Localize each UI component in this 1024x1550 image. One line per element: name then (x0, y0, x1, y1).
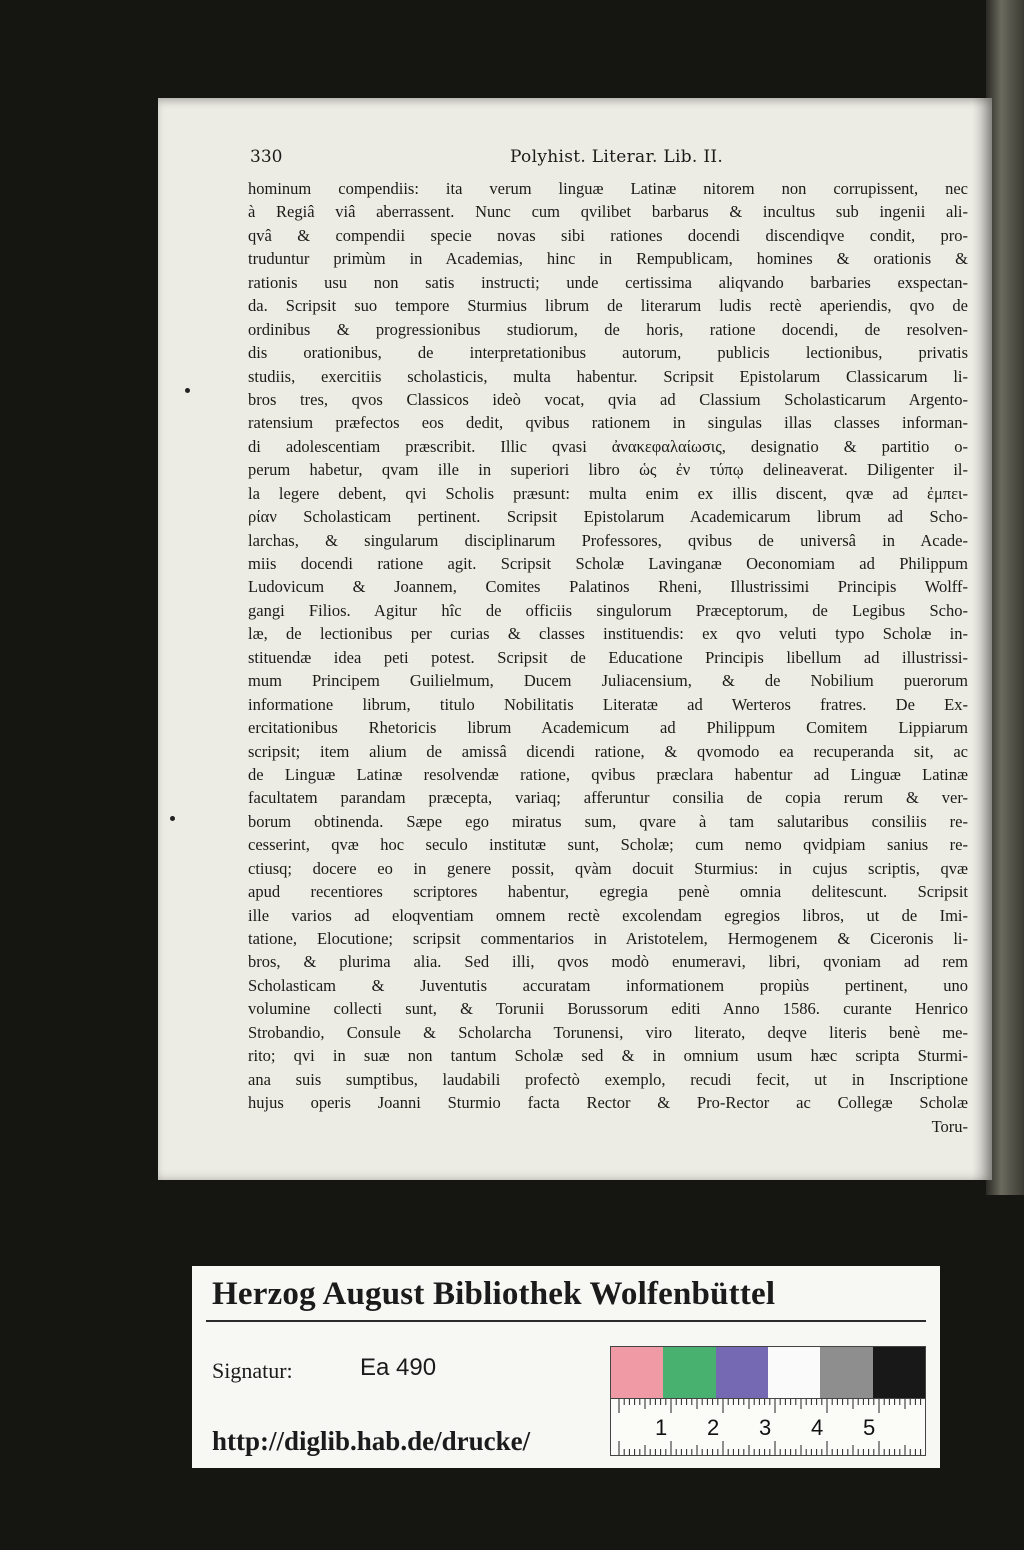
text-line: di adolescentiam præscribit. Illic qvasi ἀνακεφαλαίωσις, designatio & partitio o- (248, 436, 968, 456)
digital-library-url: http://diglib.hab.de/drucke/ (212, 1426, 531, 1456)
ruler-number: 2 (707, 1415, 720, 1440)
text-line: scripsit; item alium de amissâ dicendi ratione, & qvomodo ea recuperanda sit, ac (248, 741, 968, 761)
text-line: Toru- (931, 1116, 968, 1136)
running-head-title: Polyhist. Literar. Lib. II. (510, 147, 724, 167)
color-swatch (873, 1347, 925, 1399)
text-line: ratensium præfectos eos dedit, qvibus rationem in singulas illas classes informan- (248, 413, 968, 433)
text-line: dis orationibus, de interpretationibus autorum, publicis lectionibus, privatis (248, 343, 968, 363)
text-line: larchas, & singularum disciplinarum Professores, qvibus de universâ in Acade- (248, 530, 968, 550)
text-line: miis docendi ratione agit. Scripsit Scholæ Lavinganæ Oeconomiam ad Philippum (248, 554, 968, 573)
margin-dot (185, 388, 190, 393)
page-content (248, 143, 968, 1163)
ruler-number: 5 (863, 1415, 876, 1440)
text-line: volumine collecti sunt, & Torunii Borussorum editi Anno 1586. curante Henrico (248, 999, 968, 1019)
library-name: Herzog August Bibliothek Wolfenbüttel (212, 1276, 776, 1312)
text-line: la legere debent, qvi Scholis præsunt: multa enim ex illis discent, qvæ ad ἐμπει- (248, 483, 968, 503)
text-line: apud recentiores scriptores habentur, egregia penè omnia delitescunt. Scripsit (248, 882, 968, 902)
text-line: qvâ & compendii specie novas sibi rationes docendi discendiqve condit, pro- (248, 225, 968, 245)
text-line: da. Scripsit suo tempore Sturmius librum de literarum ludis rectè aperiendis, qvo de (248, 296, 968, 316)
color-swatch (768, 1347, 820, 1399)
text-line: rationis usu non satis instructi; unde certissima aliqvando barbaries exspectan- (248, 272, 968, 292)
text-line: ille varios ad eloqventiam omnem rectè excolendam egregios libros, ut de Imi- (248, 905, 968, 925)
text-line: informatione librum, titulo Nobilitatis Literatæ ad Werteros fratres. De Ex- (248, 694, 968, 714)
text-line: ctiusq; docere eo in genere possit, qvàm docuit Sturmius: in cujus scriptis, qvæ (248, 858, 968, 878)
text-line: facultatem parandam præcepta, variaq; afferuntur consilia de copia rerum & ver- (248, 788, 968, 808)
color-swatch (611, 1347, 663, 1399)
running-head (248, 143, 968, 173)
color-swatch (820, 1347, 872, 1399)
measurement-ruler (610, 1398, 926, 1456)
text-line: stituendæ idea peti potest. Scripsit de Educatione Principis libellum ad illustrissi- (248, 647, 968, 667)
color-calibration-chart (610, 1346, 926, 1400)
text-line: ordinibus & progressionibus studiorum, de horis, ratione docendi, de resolven- (248, 319, 968, 339)
text-line: læ, de lectionibus per curias & classes instituendis: ex qvo veluti typo Scholæ in- (248, 624, 968, 644)
text-line: bros, & plurima alia. Sed illi, qvos modò enumeravi, libri, qvoniam ad rem (248, 952, 968, 972)
text-line: cesserint, qvæ hoc seculo institutæ sunt, Scholæ; cum nemo qvidpiam sanius re- (248, 835, 968, 855)
text-line: ana suis sumptibus, laudabili profectò exemplo, recudi fecit, ut in Inscriptione (248, 1069, 968, 1089)
text-line: à Regiâ viâ aberrassent. Nunc cum qvilibet barbarus & incultus sub ingenii ali- (248, 202, 968, 222)
library-card (192, 1266, 940, 1468)
color-swatch (716, 1347, 768, 1399)
text-line: hominum compendiis: ita verum linguæ Latinæ nitorem non corrupissent, nec (248, 179, 968, 198)
body-text (248, 177, 968, 1138)
text-line: Ludovicum & Joannem, Comites Palatinos Rheni, Illustrissimi Principis Wolff- (248, 577, 968, 597)
text-line: borum obtinenda. Sæpe ego miratus sum, qvare à tam salutaribus consiliis re- (248, 811, 968, 831)
text-line: hujus operis Joanni Sturmio facta Rector & Pro-Rector ac Collegæ Scholæ (248, 1093, 968, 1113)
text-line: ρίαν Scholasticam pertinent. Scripsit Epistolarum Academicarum librum ad Scho- (248, 507, 968, 527)
ruler-number: 3 (759, 1415, 772, 1440)
signatur-value: Ea 490 (360, 1354, 437, 1381)
text-line: gangi Filios. Agitur hîc de officiis singulorum Præceptorum, de Legibus Scho- (248, 600, 968, 620)
text-line: bros tres, qvos Classicos ideò vocat, qvia ad Classium Scholasticarum Argento- (248, 389, 968, 409)
text-line: perum habetur, qvam ille in superiori libro ὡς ἐν τύπῳ delineaverat. Diligenter il- (248, 460, 968, 480)
color-swatch (663, 1347, 715, 1399)
text-line: Strobandio, Consule & Scholarcha Torunensi, viro literato, deqve literis benè me- (248, 1022, 968, 1042)
text-line: ercitationibus Rhetoricis librum Academicum ad Philippum Comitem Lippiarum (248, 718, 968, 738)
ruler-number: 1 (655, 1415, 668, 1440)
signatur-label: Signatur: (212, 1358, 293, 1383)
page-fold-shadow (972, 98, 992, 1180)
card-divider (206, 1320, 926, 1322)
ruler-number: 4 (811, 1415, 824, 1440)
text-line: mum Principem Guilielmum, Ducem Juliacensium, & de Nobilium puerorum (248, 671, 968, 691)
text-line: de Linguæ Latinæ resolvendæ ratione, qvibus præclara habentur ad Linguæ Latinæ (248, 764, 968, 784)
text-line: truduntur primùm in Academias, hinc in Rempublicam, homines & orationis & (248, 249, 968, 269)
margin-dot (170, 816, 175, 821)
text-line: studiis, exercitiis scholasticis, multa habentur. Scripsit Epistolarum Classicarum li- (248, 366, 968, 386)
text-line: Scholasticam & Juventutis accuratam informationem propiùs pertinent, uno (248, 975, 968, 995)
page-number: 330 (250, 147, 283, 167)
book-page (158, 98, 992, 1180)
text-line: rito; qvi in suæ non tantum Scholæ sed & in omnium usum hæc scripta Sturmi- (248, 1046, 968, 1066)
text-line: tatione, Elocutione; scripsit commentarios in Aristotelem, Hermogenem & Ciceronis li- (248, 929, 968, 948)
